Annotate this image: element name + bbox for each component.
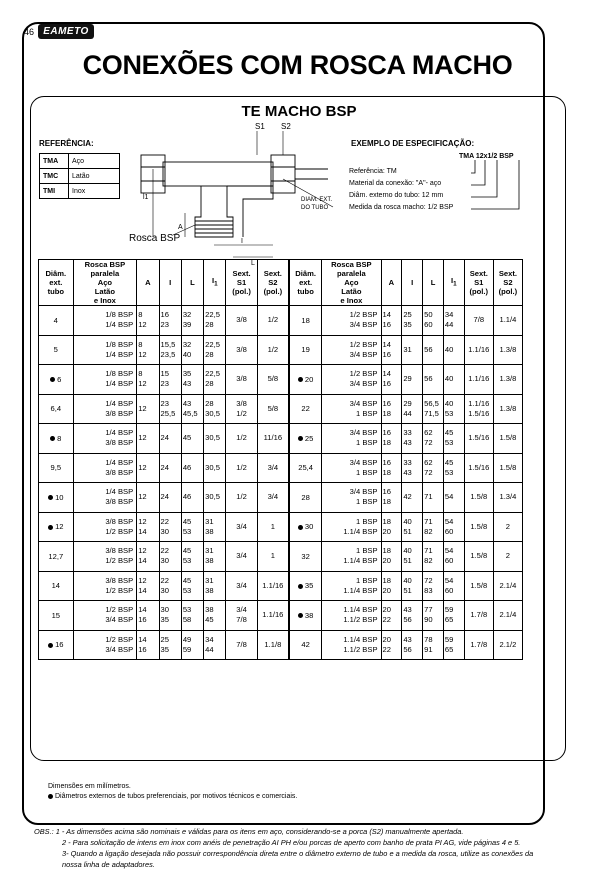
- cell-l: 35 43: [181, 365, 203, 395]
- cell-rosca: 1/2 BSP 3/4 BSP: [73, 601, 137, 631]
- cell-l: 72 83: [423, 571, 444, 601]
- cell-s2: 1.1/16: [257, 601, 288, 631]
- cell-a: 12: [137, 424, 159, 454]
- cell-i: 25 35: [402, 306, 423, 336]
- col-rosca-header: Rosca BSP paralela Aço Latão e Inox: [322, 260, 381, 306]
- cell-i1: 54 60: [443, 542, 464, 572]
- cell-l: 49 59: [181, 630, 203, 660]
- cell-rosca: 1/8 BSP 1/4 BSP: [73, 306, 137, 336]
- cell-diam-ext: 18: [290, 306, 322, 336]
- table-row: [39, 453, 289, 483]
- reference-material: Latão: [69, 169, 120, 184]
- a-label: A: [178, 224, 183, 231]
- dimensions-table-left: [38, 259, 289, 660]
- cell-i: 33 43: [402, 424, 423, 454]
- cell-i1: 30,5: [204, 453, 226, 483]
- table-row: [39, 365, 289, 395]
- cell-s1: 3/8: [226, 335, 257, 365]
- cell-s2: 3/4: [257, 453, 288, 483]
- cell-i: 31: [402, 335, 423, 365]
- cell-rosca: 1/2 BSP 3/4 BSP: [322, 365, 381, 395]
- cell-diam-ext: 25,4: [290, 453, 322, 483]
- rosca-bsp-label: Rosca BSP: [129, 233, 181, 244]
- col-s2-header: Sext. S2 (pol.): [257, 260, 288, 306]
- preferred-dot-icon: [48, 525, 53, 530]
- cell-i: 30 35: [159, 601, 181, 631]
- cell-s1: 1.1/16: [464, 335, 493, 365]
- cell-a: 20 22: [381, 630, 402, 660]
- cell-rosca: 1/2 BSP 3/4 BSP: [322, 306, 381, 336]
- cell-i1: 31 38: [204, 542, 226, 572]
- cell-s1: 1/2: [226, 483, 257, 513]
- col-l-header: L: [423, 260, 444, 306]
- cell-l: 53 58: [181, 601, 203, 631]
- cell-i1: 38 45: [204, 601, 226, 631]
- cell-s2: 1.3/8: [493, 394, 522, 424]
- col-i1-header: $I_1$: [443, 260, 464, 306]
- cell-s2: 1.1/16: [257, 571, 288, 601]
- table-row: [290, 512, 523, 542]
- cell-s1: 7/8: [464, 306, 493, 336]
- cell-l: 45 53: [181, 571, 203, 601]
- cell-i: 25 35: [159, 630, 181, 660]
- cell-i: 22 30: [159, 571, 181, 601]
- cell-s1: 3/4: [226, 512, 257, 542]
- reference-code: TMA: [40, 154, 69, 169]
- cell-rosca: 1/4 BSP 3/8 BSP: [73, 394, 137, 424]
- cell-diam-ext: 6,4: [39, 394, 74, 424]
- cell-rosca: 1/4 BSP 3/8 BSP: [73, 453, 137, 483]
- cell-a: 12: [137, 394, 159, 424]
- cell-diam-ext: 12: [39, 512, 74, 542]
- table-row: [39, 571, 289, 601]
- cell-a: 8 12: [137, 306, 159, 336]
- product-panel: [30, 96, 566, 761]
- cell-i1: 34 44: [204, 630, 226, 660]
- cell-i: 23 25,5: [159, 394, 181, 424]
- cell-l: 32 39: [181, 306, 203, 336]
- cell-i1: 59 65: [443, 630, 464, 660]
- cell-l: 62 72: [423, 424, 444, 454]
- brand-logo: EAMETO: [38, 24, 94, 39]
- cell-s1: 1.5/8: [464, 483, 493, 513]
- cell-i: 24: [159, 483, 181, 513]
- col-a-header: A: [137, 260, 159, 306]
- cell-i: 24: [159, 424, 181, 454]
- cell-a: 14 16: [381, 365, 402, 395]
- cell-diam-ext: 14: [39, 571, 74, 601]
- cell-i: 42: [402, 483, 423, 513]
- cell-s2: 2: [493, 512, 522, 542]
- cell-s1: 1.1/16 1.5/16: [464, 394, 493, 424]
- preferred-dot-icon: [50, 377, 55, 382]
- cell-a: 14 16: [137, 630, 159, 660]
- table-row: [39, 630, 289, 660]
- cell-a: 12: [137, 483, 159, 513]
- cell-i: 15,5 23,5: [159, 335, 181, 365]
- cell-diam-ext: 8: [39, 424, 74, 454]
- cell-a: 16 18: [381, 394, 402, 424]
- cell-i1: 34 44: [443, 306, 464, 336]
- cell-s1: 1.5/16: [464, 453, 493, 483]
- cell-rosca: 1/8 BSP 1/4 BSP: [73, 335, 137, 365]
- cell-diam-ext: 38: [290, 601, 322, 631]
- cell-diam-ext: 10: [39, 483, 74, 513]
- cell-s1: 1.7/8: [464, 601, 493, 631]
- tee-technical-drawing: [123, 117, 343, 272]
- preferred-dot-icon: [48, 495, 53, 500]
- table-row: [290, 335, 523, 365]
- cell-l: 43 45,5: [181, 394, 203, 424]
- cell-rosca: 3/4 BSP 1 BSP: [322, 424, 381, 454]
- cell-rosca: 3/4 BSP 1 BSP: [322, 453, 381, 483]
- cell-i1: 40 53: [443, 394, 464, 424]
- table-row: [39, 335, 289, 365]
- cell-s2: 3/4: [257, 483, 288, 513]
- cell-rosca: 3/8 BSP 1/2 BSP: [73, 512, 137, 542]
- cell-s2: 2.1/4: [493, 601, 522, 631]
- cell-rosca: 3/4 BSP 1 BSP: [322, 394, 381, 424]
- cell-s1: 1.5/8: [464, 571, 493, 601]
- cell-a: 16 18: [381, 453, 402, 483]
- cell-i: 29 44: [402, 394, 423, 424]
- cell-i: 40 51: [402, 512, 423, 542]
- cell-s2: 1.5/8: [493, 453, 522, 483]
- reference-label: REFERÊNCIA:: [39, 139, 94, 148]
- cell-s2: 1.1/4: [493, 306, 522, 336]
- l-label: L: [251, 260, 255, 267]
- col-i-header: I: [402, 260, 423, 306]
- cell-rosca: 1.1/4 BSP 1.1/2 BSP: [322, 630, 381, 660]
- cell-i1: 22,5 28: [204, 365, 226, 395]
- cell-a: 14 16: [137, 601, 159, 631]
- table-row: [39, 394, 289, 424]
- cell-l: 45 53: [181, 542, 203, 572]
- do-tubo-label: DO TUBO: [301, 205, 329, 211]
- table-row: [290, 306, 523, 336]
- cell-diam-ext: 19: [290, 335, 322, 365]
- cell-s1: 1/2: [226, 453, 257, 483]
- page-title: CONEXÕES COM ROSCA MACHO: [82, 50, 513, 80]
- cell-l: 71: [423, 483, 444, 513]
- cell-l: 46: [181, 483, 203, 513]
- cell-i1: 22,5 28: [204, 335, 226, 365]
- reference-row: [40, 169, 120, 184]
- cell-diam-ext: 12,7: [39, 542, 74, 572]
- cell-s2: 1/2: [257, 306, 288, 336]
- cell-s1: 3/4: [226, 571, 257, 601]
- col-s2-header: Sext. S2 (pol.): [493, 260, 522, 306]
- cell-diam-ext: 15: [39, 601, 74, 631]
- cell-i: 24: [159, 453, 181, 483]
- table-row: [39, 483, 289, 513]
- cell-i1: 54: [443, 483, 464, 513]
- cell-a: 8 12: [137, 365, 159, 395]
- cell-i1: 54 60: [443, 512, 464, 542]
- cell-s2: 1.5/8: [493, 424, 522, 454]
- preferred-dot-icon: [48, 794, 53, 799]
- cell-s2: 5/8: [257, 394, 288, 424]
- preferred-dot-icon: [298, 525, 303, 530]
- cell-a: 20 22: [381, 601, 402, 631]
- observations: [34, 826, 539, 870]
- cell-i1: 59 65: [443, 601, 464, 631]
- cell-diam-ext: 30: [290, 512, 322, 542]
- cell-i: 22 30: [159, 512, 181, 542]
- cell-a: 12: [137, 453, 159, 483]
- cell-s2: 1.3/8: [493, 365, 522, 395]
- cell-i: 43 56: [402, 630, 423, 660]
- i-label: I: [241, 238, 243, 245]
- cell-i1: 28 30,5: [204, 394, 226, 424]
- cell-a: 14 16: [381, 335, 402, 365]
- cell-diam-ext: 4: [39, 306, 74, 336]
- reference-row: [40, 184, 120, 199]
- table-header-row: [39, 260, 289, 306]
- cell-s2: 2.1/2: [493, 630, 522, 660]
- product-subtitle: TE MACHO BSP: [241, 103, 357, 120]
- cell-rosca: 3/4 BSP 1 BSP: [322, 483, 381, 513]
- table-row: [290, 424, 523, 454]
- dimensions-table-right: [289, 259, 523, 660]
- cell-s2: 1.3/4: [493, 483, 522, 513]
- cell-s2: 1: [257, 512, 288, 542]
- cell-i1: 45 53: [443, 453, 464, 483]
- col-l-header: L: [181, 260, 203, 306]
- cell-diam-ext: 5: [39, 335, 74, 365]
- cell-a: 16 18: [381, 483, 402, 513]
- col-i1-header: $I_1$: [204, 260, 226, 306]
- cell-diam-ext: 35: [290, 571, 322, 601]
- cell-a: 18 20: [381, 512, 402, 542]
- obs-1: OBS.: 1 - As dimensões acima são nominais e válidas para os itens em aço, considerando-se a porca (S2) manualmente apertada.: [34, 827, 464, 836]
- cell-i: 33 43: [402, 453, 423, 483]
- table-row: [290, 365, 523, 395]
- cell-a: 12 14: [137, 512, 159, 542]
- cell-rosca: 1/8 BSP 1/4 BSP: [73, 365, 137, 395]
- cell-s2: 2.1/4: [493, 571, 522, 601]
- s2-label: S2: [281, 122, 291, 131]
- cell-s1: 3/4: [226, 542, 257, 572]
- cell-rosca: 1.1/4 BSP 1.1/2 BSP: [322, 601, 381, 631]
- l1-label: l1: [143, 194, 149, 201]
- cell-rosca: 1/2 BSP 3/4 BSP: [73, 630, 137, 660]
- example-code: TMA 12x1/2 BSP: [459, 153, 514, 160]
- cell-l: 56,5 71,5: [423, 394, 444, 424]
- example-line: Diâm. externo do tubo: 12 mm: [349, 192, 444, 199]
- table-row: [290, 601, 523, 631]
- page-number: 46: [24, 27, 35, 37]
- cell-rosca: 3/8 BSP 1/2 BSP: [73, 571, 137, 601]
- cell-s2: 2: [493, 542, 522, 572]
- note-units: Dimensões em milímetros.: [48, 783, 131, 790]
- col-diam-header: Diâm. ext. tubo: [39, 260, 74, 306]
- reference-material: Inox: [69, 184, 120, 199]
- cell-i1: 31 38: [204, 512, 226, 542]
- col-s1-header: Sext. S1 (pol.): [226, 260, 257, 306]
- cell-diam-ext: 32: [290, 542, 322, 572]
- note-preferred-text: Diâmetros externos de tubos preferenciais, por motivos técnicos e comerciais.: [55, 793, 298, 800]
- reference-row: [40, 154, 120, 169]
- cell-i: 43 56: [402, 601, 423, 631]
- cell-a: 14 16: [381, 306, 402, 336]
- cell-rosca: 1/4 BSP 3/8 BSP: [73, 424, 137, 454]
- diam-ext-label: DIAM. EXT.: [301, 197, 333, 203]
- obs-2: 2 - Para solicitação de intens em inox com anéis de penetração AI PH e/ou porcas de aperto com banho de prata PI AG, vide páginas 4 e 5.: [62, 838, 521, 847]
- cell-l: 71 82: [423, 542, 444, 572]
- cell-rosca: 1/4 BSP 3/8 BSP: [73, 483, 137, 513]
- preferred-dot-icon: [298, 584, 303, 589]
- cell-l: 46: [181, 453, 203, 483]
- example-line: Referência: TM: [349, 168, 397, 175]
- cell-s2: 5/8: [257, 365, 288, 395]
- cell-i: 15 23: [159, 365, 181, 395]
- cell-s2: 1: [257, 542, 288, 572]
- cell-s1: 3/8: [226, 365, 257, 395]
- preferred-dot-icon: [48, 643, 53, 648]
- reference-table: [39, 153, 120, 199]
- cell-diam-ext: 16: [39, 630, 74, 660]
- cell-s1: 7/8: [226, 630, 257, 660]
- table-row: [39, 306, 289, 336]
- cell-s2: 1.1/8: [257, 630, 288, 660]
- cell-l: 56: [423, 335, 444, 365]
- s1-label: S1: [255, 122, 265, 131]
- cell-s2: 1.3/8: [493, 335, 522, 365]
- cell-l: 56: [423, 365, 444, 395]
- cell-diam-ext: 28: [290, 483, 322, 513]
- note-preferred: [48, 792, 297, 802]
- cell-i1: 45 53: [443, 424, 464, 454]
- cell-diam-ext: 9,5: [39, 453, 74, 483]
- cell-diam-ext: 25: [290, 424, 322, 454]
- cell-s1: 3/8: [226, 306, 257, 336]
- reference-code: TMC: [40, 169, 69, 184]
- cell-l: 62 72: [423, 453, 444, 483]
- cell-s1: 3/4 7/8: [226, 601, 257, 631]
- table-row: [290, 571, 523, 601]
- cell-s1: 1.5/8: [464, 542, 493, 572]
- cell-i1: 40: [443, 335, 464, 365]
- example-bracket-lines: [471, 160, 541, 215]
- cell-i: 40 51: [402, 571, 423, 601]
- cell-a: 8 12: [137, 335, 159, 365]
- cell-s1: 1/2: [226, 424, 257, 454]
- notes: [48, 782, 297, 802]
- col-a-header: A: [381, 260, 402, 306]
- table-row: [39, 601, 289, 631]
- table-row: [290, 542, 523, 572]
- col-s1-header: Sext. S1 (pol.): [464, 260, 493, 306]
- table-row: [39, 512, 289, 542]
- preferred-dot-icon: [50, 436, 55, 441]
- reference-code: TMI: [40, 184, 69, 199]
- cell-i: 40 51: [402, 542, 423, 572]
- cell-i1: 22,5 28: [204, 306, 226, 336]
- cell-s2: 1/2: [257, 335, 288, 365]
- cell-diam-ext: 42: [290, 630, 322, 660]
- cell-rosca: 1 BSP 1.1/4 BSP: [322, 542, 381, 572]
- cell-diam-ext: 22: [290, 394, 322, 424]
- cell-a: 12 14: [137, 542, 159, 572]
- col-diam-header: Diâm. ext. tubo: [290, 260, 322, 306]
- table-row: [290, 394, 523, 424]
- cell-l: 45 53: [181, 512, 203, 542]
- cell-diam-ext: 20: [290, 365, 322, 395]
- cell-a: 16 18: [381, 424, 402, 454]
- cell-l: 45: [181, 424, 203, 454]
- cell-i1: 30,5: [204, 424, 226, 454]
- cell-l: 32 40: [181, 335, 203, 365]
- cell-l: 78 91: [423, 630, 444, 660]
- cell-rosca: 1 BSP 1.1/4 BSP: [322, 571, 381, 601]
- cell-i1: 31 38: [204, 571, 226, 601]
- table-row: [290, 453, 523, 483]
- cell-l: 50 60: [423, 306, 444, 336]
- cell-a: 18 20: [381, 542, 402, 572]
- cell-i1: 40: [443, 365, 464, 395]
- preferred-dot-icon: [298, 377, 303, 382]
- cell-a: 12 14: [137, 571, 159, 601]
- cell-s1: 1.5/16: [464, 424, 493, 454]
- cell-i: 29: [402, 365, 423, 395]
- cell-i: 16 23: [159, 306, 181, 336]
- cell-l: 77 90: [423, 601, 444, 631]
- table-row: [39, 542, 289, 572]
- cell-s1: 3/8 1/2: [226, 394, 257, 424]
- example-line: Medida da rosca macho: 1/2 BSP: [349, 204, 454, 211]
- preferred-dot-icon: [298, 613, 303, 618]
- cell-l: 71 82: [423, 512, 444, 542]
- table-row: [39, 424, 289, 454]
- cell-a: 18 20: [381, 571, 402, 601]
- cell-s1: 1.7/8: [464, 630, 493, 660]
- cell-i: 22 30: [159, 542, 181, 572]
- cell-rosca: 1 BSP 1.1/4 BSP: [322, 512, 381, 542]
- reference-material: Aço: [69, 154, 120, 169]
- cell-diam-ext: 6: [39, 365, 74, 395]
- col-rosca-header: Rosca BSP paralela Aço Latão e Inox: [73, 260, 137, 306]
- cell-rosca: 1/2 BSP 3/4 BSP: [322, 335, 381, 365]
- obs-3: 3- Quando a ligação desejada não possuir correspondência direta entre o diâmetro externo de tubo e a medida da rosca, utilize as conexões da nossa linha de adaptadores.: [62, 849, 534, 869]
- example-line: Material da conexão: "A"- aço: [349, 180, 442, 187]
- cell-s2: 11/16: [257, 424, 288, 454]
- table-header-row: [290, 260, 523, 306]
- table-row: [290, 630, 523, 660]
- cell-s1: 1.1/16: [464, 365, 493, 395]
- preferred-dot-icon: [298, 436, 303, 441]
- cell-i1: 30,5: [204, 483, 226, 513]
- col-i-header: I: [159, 260, 181, 306]
- example-label: EXEMPLO DE ESPECIFICAÇÃO:: [351, 139, 475, 148]
- cell-s1: 1.5/8: [464, 512, 493, 542]
- table-row: [290, 483, 523, 513]
- cell-rosca: 3/8 BSP 1/2 BSP: [73, 542, 137, 572]
- cell-i1: 54 60: [443, 571, 464, 601]
